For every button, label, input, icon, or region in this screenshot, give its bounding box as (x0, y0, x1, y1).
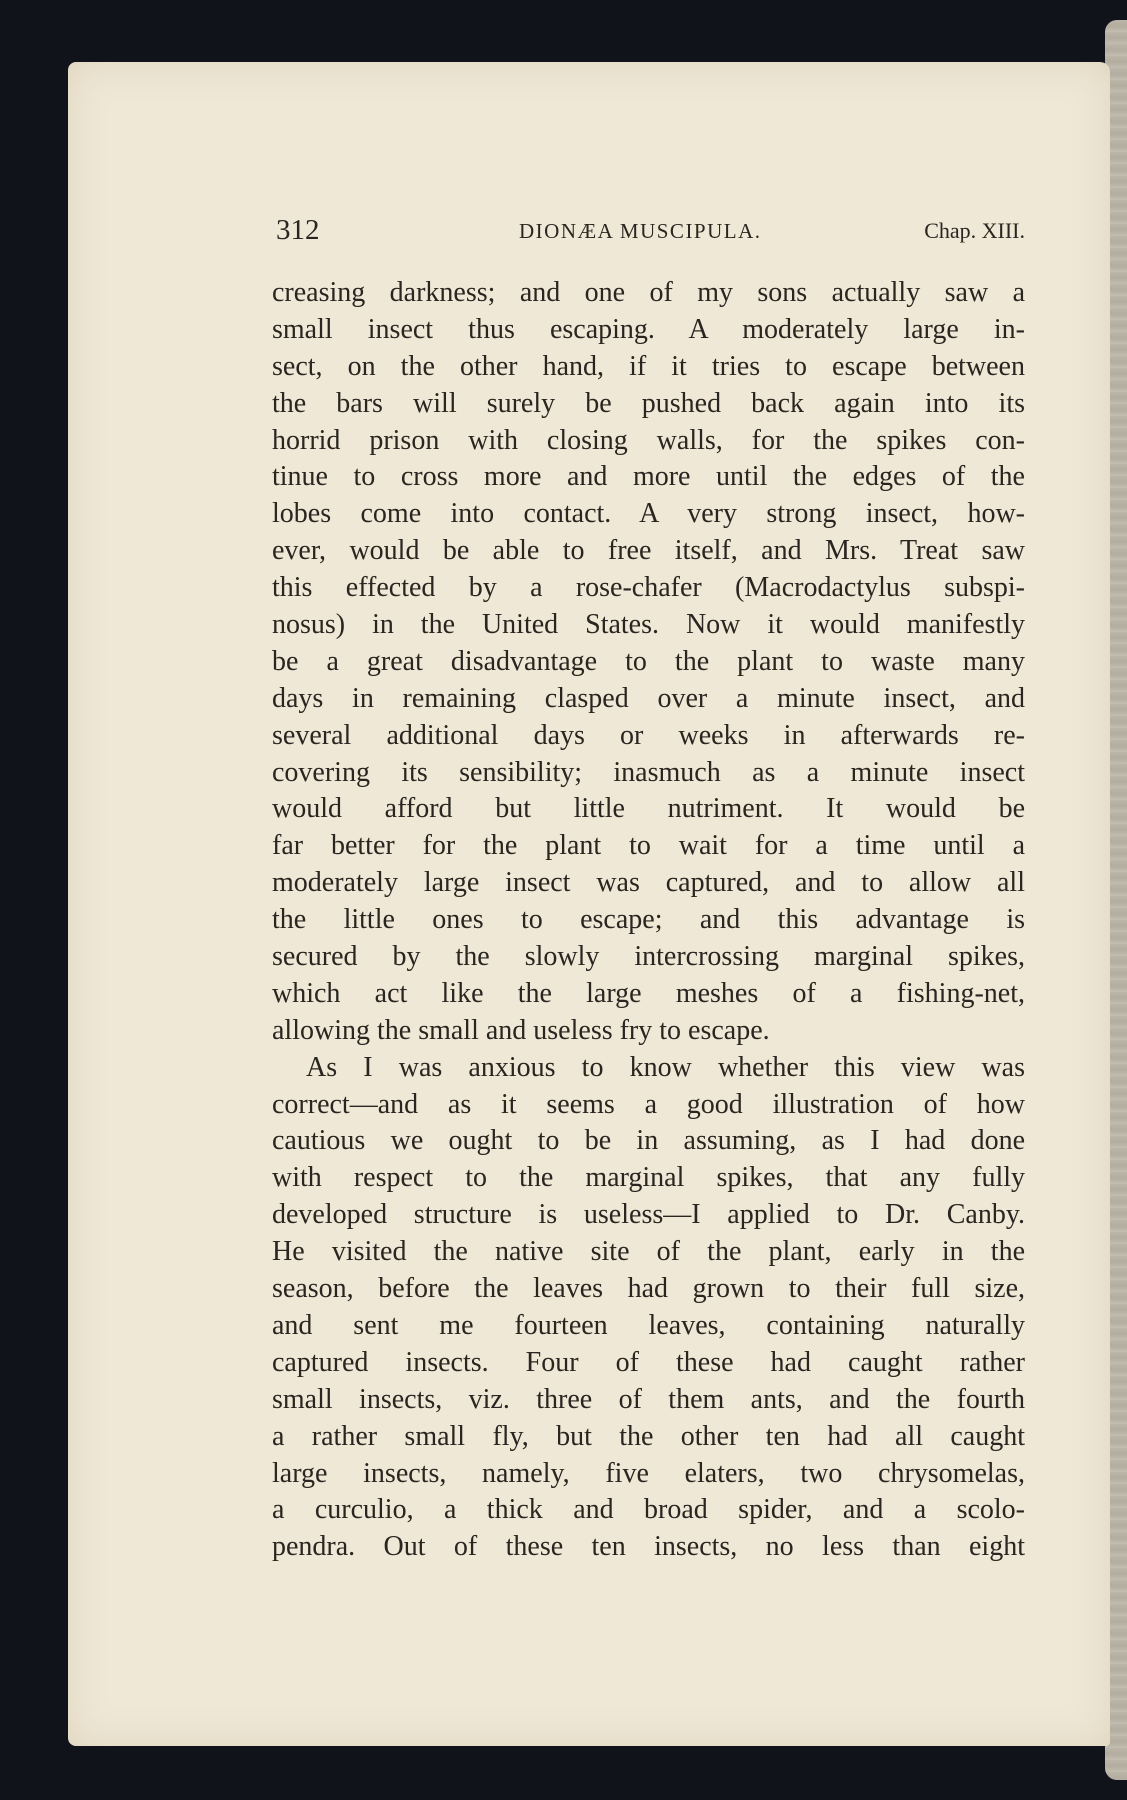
text-line: a rather small fly, but the other ten had all caught (272, 1420, 1025, 1452)
text-line: He visited the native site of the plant, early in the (272, 1236, 1025, 1268)
text-line: large insects, namely, five elaters, two chrysomelas, (272, 1457, 1025, 1489)
text-line: moderately large insect was captured, and to allow all (272, 867, 1025, 899)
text-line: with respect to the marginal spikes, that any fully (272, 1162, 1025, 1194)
text-line: several additional days or weeks in afterwards re- (272, 719, 1025, 751)
text-line: captured insects. Four of these had caught rather (272, 1346, 1025, 1378)
text-line: horrid prison with closing walls, for the spikes con- (272, 424, 1025, 456)
text-line: ever, would be able to free itself, and Mrs. Treat saw (272, 535, 1025, 567)
text-line: tinue to cross more and more until the edges of the (272, 461, 1025, 493)
text-line: the bars will surely be pushed back again into its (272, 387, 1025, 419)
text-line: would afford but little nutriment. It would be (272, 793, 1025, 825)
text-line: secured by the slowly intercrossing marginal spikes, (272, 941, 1025, 973)
text-line: sect, on the other hand, if it tries to escape between (272, 350, 1025, 382)
text-line: season, before the leaves had grown to their full size, (272, 1273, 1025, 1305)
text-line: allowing the small and useless fry to escape. (272, 1014, 770, 1046)
text-line: which act like the large meshes of a fishing-net, (272, 977, 1025, 1009)
text-line: days in remaining clasped over a minute insect, and (272, 682, 1025, 714)
text-line: As I was anxious to know whether this view was (306, 1051, 1025, 1083)
text-line: cautious we ought to be in assuming, as I had done (272, 1125, 1025, 1157)
text-line: be a great disadvantage to the plant to waste many (272, 645, 1025, 677)
text-line: small insects, viz. three of them ants, and the fourth (272, 1383, 1025, 1415)
text-line: lobes come into contact. A very strong insect, how- (272, 498, 1025, 530)
text-line: small insect thus escaping. A moderately large in- (272, 313, 1025, 345)
text-line: covering its sensibility; inasmuch as a minute insect (272, 756, 1025, 788)
text-line: developed structure is useless—I applied to Dr. Canby. (272, 1199, 1025, 1231)
text-line: correct—and as it seems a good illustration of how (272, 1088, 1025, 1120)
page-number: 312 (276, 214, 320, 246)
chapter-label: Chap. XIII. (924, 218, 1025, 243)
running-title: DIONÆA MUSCIPULA. (519, 219, 762, 243)
text-line: this effected by a rose-chafer (Macrodactylus subspi- (272, 572, 1025, 604)
text-line: creasing darkness; and one of my sons actually saw a (272, 277, 1025, 308)
text-line: a curculio, a thick and broad spider, and a scolo- (272, 1494, 1025, 1526)
body-text (272, 275, 1025, 1566)
text-line: pendra. Out of these ten insects, no less than eight (272, 1531, 1025, 1563)
running-head (276, 214, 1025, 254)
text-line: the little ones to escape; and this advantage is (272, 904, 1025, 936)
text-line: and sent me fourteen leaves, containing naturally (272, 1309, 1025, 1341)
text-line: nosus) in the United States. Now it would manifestly (272, 609, 1025, 641)
text-line: far better for the plant to wait for a time until a (272, 830, 1025, 862)
